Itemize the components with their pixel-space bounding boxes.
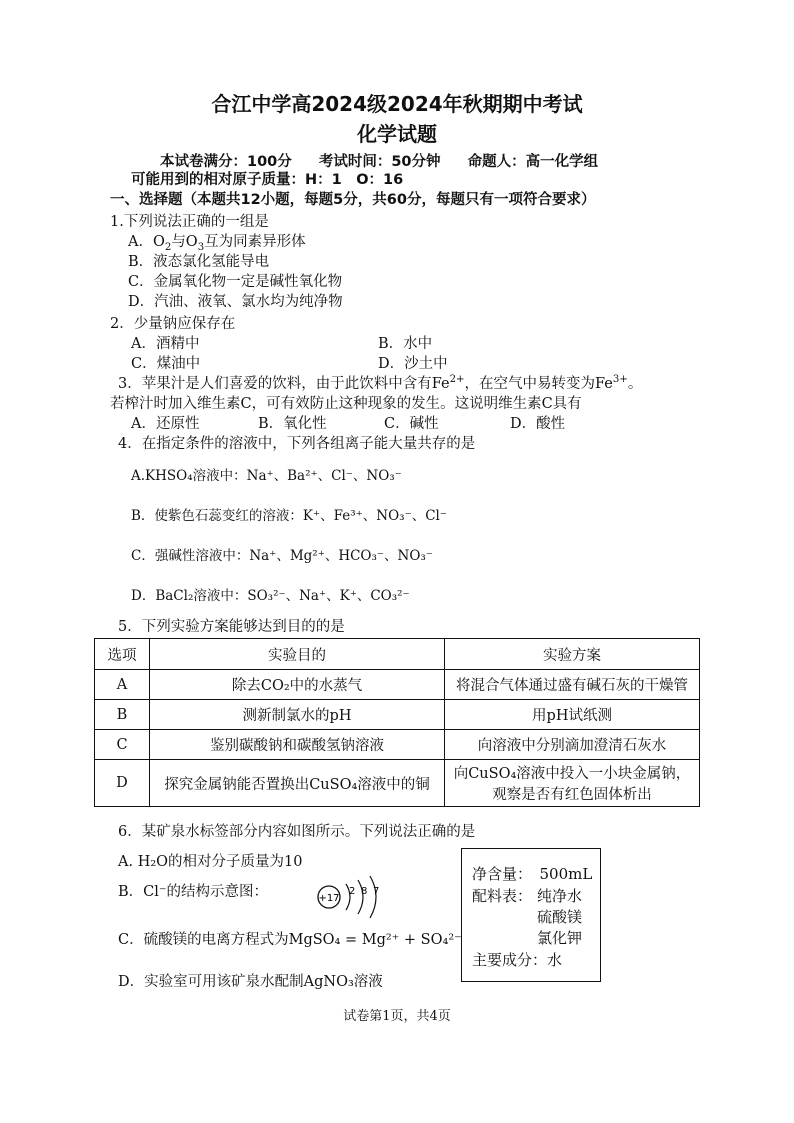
q3-option-d: D．酸性 <box>510 416 566 432</box>
exam-info <box>160 150 620 171</box>
row-goal: 探究金属钠能否置换出CuSO₄溶液中的铜 <box>150 760 445 807</box>
nucleus-charge: +17 <box>318 893 340 904</box>
row-plan <box>445 760 700 807</box>
q4-option-c: C．强碱性溶液中：Na⁺、Mg²⁺、HCO₃⁻、NO₃⁻ <box>131 548 433 564</box>
table-row <box>95 700 700 730</box>
q4-stem: 4．在指定条件的溶液中，下列各组离子能大量共存的是 <box>118 436 476 452</box>
exam-title: 合江中学高2024级2024年秋期期中考试 <box>211 92 583 116</box>
row-plan: 用pH试纸测 <box>445 700 700 730</box>
row-plan: 将混合气体通过盛有碱石灰的干燥管 <box>445 670 700 700</box>
q3-stem-line2: 若榨汁时加入维生素C，可有效防止这种现象的发生。这说明维生素C具有 <box>110 396 582 412</box>
q3-option-a: A．还原性 <box>131 416 200 432</box>
q1-a-part3: 互为同素异形体 <box>204 234 306 250</box>
q3-text-2: ，在空气中易转变为Fe <box>464 376 613 392</box>
row-option: D <box>95 760 150 807</box>
exam-subtitle: 化学试题 <box>357 122 437 146</box>
q1-option-b: B．液态氯化氢能导电 <box>128 254 270 270</box>
row-plan: 向溶液中分别滴加澄清石灰水 <box>445 730 700 760</box>
row-option: A <box>95 670 150 700</box>
q3-stem-line1: 3．苹果汁是人们喜爱的饮料，由于此饮料中含有$Fe^{2+}$，在空气中易转变为$Fe^{3+}$。 <box>118 374 643 392</box>
q1-a-part2: 与O <box>171 234 198 250</box>
q1-a-part1: A．O <box>128 234 165 250</box>
table-row <box>95 730 700 760</box>
table-row <box>95 760 700 807</box>
q3-option-c: C．碱性 <box>384 416 439 432</box>
q2-stem: 2．少量钠应保存在 <box>110 316 236 332</box>
shell-3-electrons: 7 <box>373 886 380 897</box>
score-text: 本试卷满分：100分 <box>160 154 292 170</box>
row-goal: 测新制氯水的pH <box>150 700 445 730</box>
row-goal: 除去CO₂中的水蒸气 <box>150 670 445 700</box>
section-heading: 一、选择题（本题共12小题，每题5分，共60分，每题只有一项符合要求） <box>110 192 596 208</box>
q5-stem: 5．下列实验方案能够达到目的的是 <box>118 619 345 635</box>
q4-option-d: D．BaCl₂溶液中：SO₃²⁻、Na⁺、K⁺、CO₃²⁻ <box>131 588 410 604</box>
q1-stem: 1.下列说法正确的一组是 <box>110 214 269 230</box>
table-header-plan: 实验方案 <box>445 639 700 670</box>
atomic-mass-text: 可能用到的相对原子质量：H：1 O：16 <box>131 172 404 188</box>
label-main-component: 主要成分：水 <box>472 951 563 969</box>
shell-1-electrons: 2 <box>349 886 356 897</box>
q6-option-c: C．硫酸镁的电离方程式为MgSO₄ = Mg²⁺ + SO₄²⁻ <box>118 932 462 948</box>
author-text: 命题人：高一化学组 <box>467 154 599 170</box>
q3-text-3: 。 <box>627 376 643 392</box>
q2-option-c: C．煤油中 <box>131 356 201 372</box>
label-ingredient: 纯净水 <box>537 887 583 905</box>
time-text: 考试时间：50分钟 <box>318 154 441 170</box>
q3-option-b: B．氧化性 <box>258 416 327 432</box>
row-plan-line2: 观察是否有红色固体析出 <box>492 787 652 803</box>
label-ingredient: 硫酸镁 <box>537 908 583 926</box>
page-footer: 试卷第1页，共4页 <box>343 1009 451 1024</box>
table-header-goal: 实验目的 <box>150 639 445 670</box>
mineral-water-label <box>461 848 601 982</box>
q6-option-d: D．实验室可用该矿泉水配制AgNO₃溶液 <box>118 974 383 990</box>
label-ingredient: 氯化钾 <box>537 929 583 947</box>
table-row <box>95 670 700 700</box>
q4-option-a: A.KHSO₄溶液中：Na⁺、Ba²⁺、Cl⁻、NO₃⁻ <box>131 468 402 484</box>
row-plan-line1: 向CuSO₄溶液中投入一小块金属钠， <box>453 766 691 782</box>
q2-option-b: B．水中 <box>378 336 433 352</box>
q1-option-a: A．$O_2$与$O_3$互为同素异形体 <box>128 234 306 253</box>
q4-option-b: B．使紫色石蕊变红的溶液：K⁺、Fe³⁺、NO₃⁻、Cl⁻ <box>131 508 447 524</box>
row-option: C <box>95 730 150 760</box>
experiment-table <box>94 638 700 807</box>
label-net-content: 净含量： 500mL <box>472 865 593 883</box>
q6-option-a: A. H₂O的相对分子质量为10 <box>118 854 303 870</box>
row-option: B <box>95 700 150 730</box>
chloride-structure-diagram <box>316 872 396 922</box>
q3-text-1: 3．苹果汁是人们喜爱的饮料，由于此饮料中含有Fe <box>118 376 450 392</box>
q1-option-d: D．汽油、液氧、氯水均为纯净物 <box>128 294 343 310</box>
q6-stem: 6．某矿泉水标签部分内容如图所示。下列说法正确的是 <box>118 824 476 840</box>
q1-option-c: C．金属氧化物一定是碱性氧化物 <box>128 274 343 290</box>
q6-option-b: B．Cl⁻的结构示意图： <box>118 884 269 900</box>
label-ingredients-title: 配料表： <box>472 887 533 905</box>
q2-option-d: D．沙土中 <box>378 356 448 372</box>
table-header-row <box>95 639 700 670</box>
q2-option-a: A．酒精中 <box>131 336 200 352</box>
shell-2-electrons: 8 <box>361 886 368 897</box>
table-header-option: 选项 <box>95 639 150 670</box>
row-goal: 鉴别碳酸钠和碳酸氢钠溶液 <box>150 730 445 760</box>
